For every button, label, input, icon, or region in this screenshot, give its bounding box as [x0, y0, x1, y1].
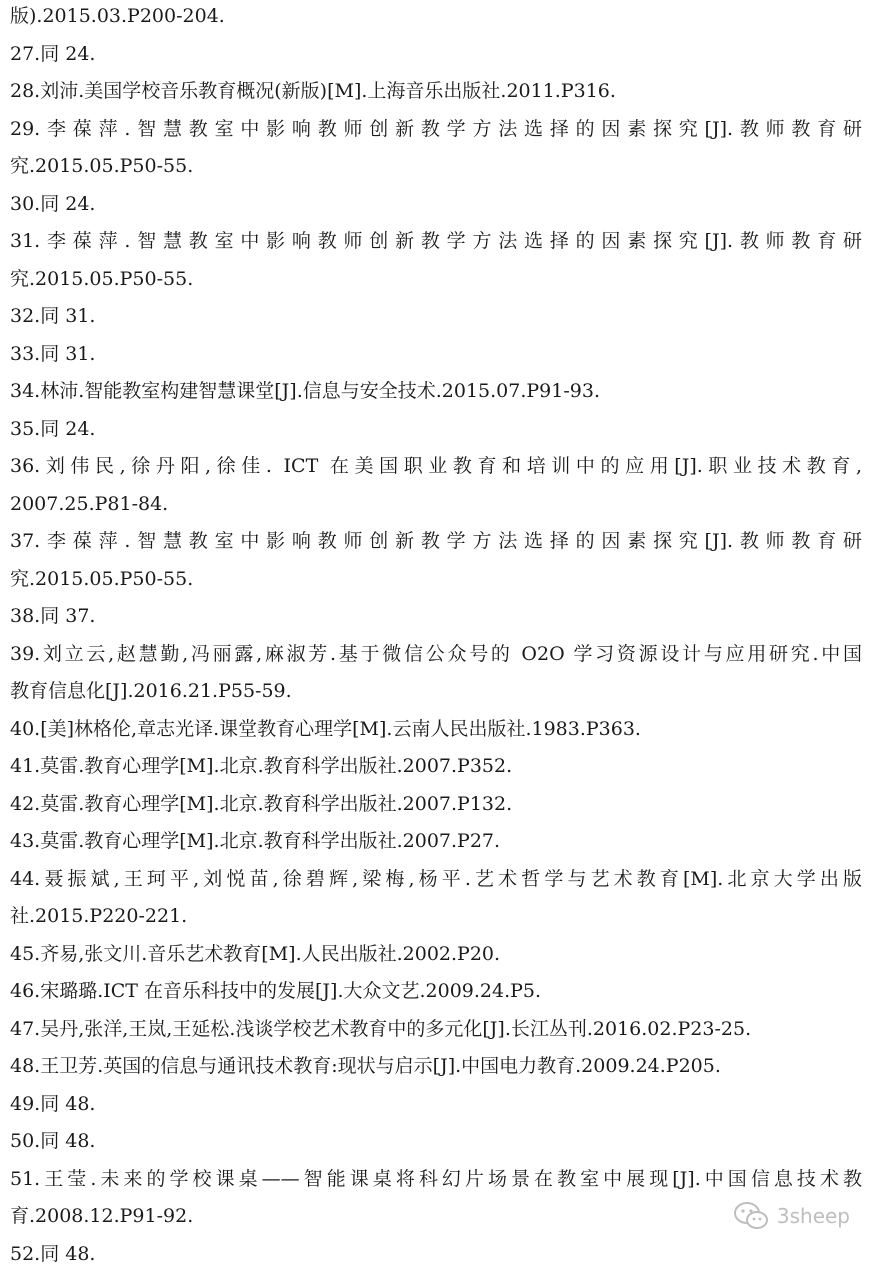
watermark	[733, 1201, 850, 1231]
reference-line: 究.2015.05.P50-55.	[10, 148, 862, 186]
reference-line: 50.同 48.	[10, 1123, 862, 1161]
reference-line: 究.2015.05.P50-55.	[10, 261, 862, 299]
reference-line: 38.同 37.	[10, 598, 862, 636]
reference-line: 41.莫雷.教育心理学[M].北京.教育科学出版社.2007.P352.	[10, 748, 862, 786]
reference-line: 27.同 24.	[10, 36, 862, 74]
reference-line: 版).2015.03.P200-204.	[10, 0, 862, 36]
reference-line: 2007.25.P81-84.	[10, 486, 862, 524]
reference-line: 30.同 24.	[10, 186, 862, 224]
reference-line: 46.宋璐璐.ICT 在音乐科技中的发展[J].大众文艺.2009.24.P5.	[10, 973, 862, 1011]
reference-line: 29.李葆萍.智慧教室中影响教师创新教学方法选择的因素探究[J].教师教育研	[10, 111, 862, 149]
reference-line: 32.同 31.	[10, 298, 862, 336]
reference-line: 51.王莹.未来的学校课桌——智能课桌将科幻片场景在教室中展现[J].中国信息技术教	[10, 1161, 862, 1199]
reference-line: 33.同 31.	[10, 336, 862, 374]
reference-line: 44.聂振斌,王珂平,刘悦苗,徐碧辉,梁梅,杨平.艺术哲学与艺术教育[M].北京大学出版	[10, 861, 862, 899]
wechat-icon	[733, 1201, 769, 1231]
reference-line: 34.林沛.智能教室构建智慧课堂[J].信息与安全技术.2015.07.P91-93.	[10, 373, 862, 411]
reference-line: 40.[美]林格伦,章志光译.课堂教育心理学[M].云南人民出版社.1983.P363.	[10, 711, 862, 749]
reference-line: 36.刘伟民,徐丹阳,徐佳. ICT 在美国职业教育和培训中的应用[J].职业技术教育,	[10, 448, 862, 486]
reference-line: 45.齐易,张文川.音乐艺术教育[M].人民出版社.2002.P20.	[10, 936, 862, 974]
reference-list	[10, 0, 862, 1273]
reference-line: 49.同 48.	[10, 1086, 862, 1124]
reference-line: 究.2015.05.P50-55.	[10, 561, 862, 599]
reference-line: 教育信息化[J].2016.21.P55-59.	[10, 673, 862, 711]
reference-line: 育.2008.12.P91-92.	[10, 1198, 862, 1236]
reference-line: 42.莫雷.教育心理学[M].北京.教育科学出版社.2007.P132.	[10, 786, 862, 824]
reference-line: 39.刘立云,赵慧勤,冯丽露,麻淑芳.基于微信公众号的 O2O 学习资源设计与应用研究.中国	[10, 636, 862, 674]
reference-line: 31.李葆萍.智慧教室中影响教师创新教学方法选择的因素探究[J].教师教育研	[10, 223, 862, 261]
reference-line: 43.莫雷.教育心理学[M].北京.教育科学出版社.2007.P27.	[10, 823, 862, 861]
reference-line: 37.李葆萍.智慧教室中影响教师创新教学方法选择的因素探究[J].教师教育研	[10, 523, 862, 561]
watermark-text: 3sheep	[777, 1204, 850, 1228]
reference-line: 社.2015.P220-221.	[10, 898, 862, 936]
reference-line: 28.刘沛.美国学校音乐教育概况(新版)[M].上海音乐出版社.2011.P316.	[10, 73, 862, 111]
reference-line: 47.吴丹,张洋,王岚,王延松.浅谈学校艺术教育中的多元化[J].长江丛刊.2016.02.P23-25.	[10, 1011, 862, 1049]
document-page	[10, 0, 862, 1273]
reference-line: 35.同 24.	[10, 411, 862, 449]
reference-line: 48.王卫芳.英国的信息与通讯技术教育:现状与启示[J].中国电力教育.2009.24.P205.	[10, 1048, 862, 1086]
reference-line: 52.同 48.	[10, 1236, 862, 1273]
